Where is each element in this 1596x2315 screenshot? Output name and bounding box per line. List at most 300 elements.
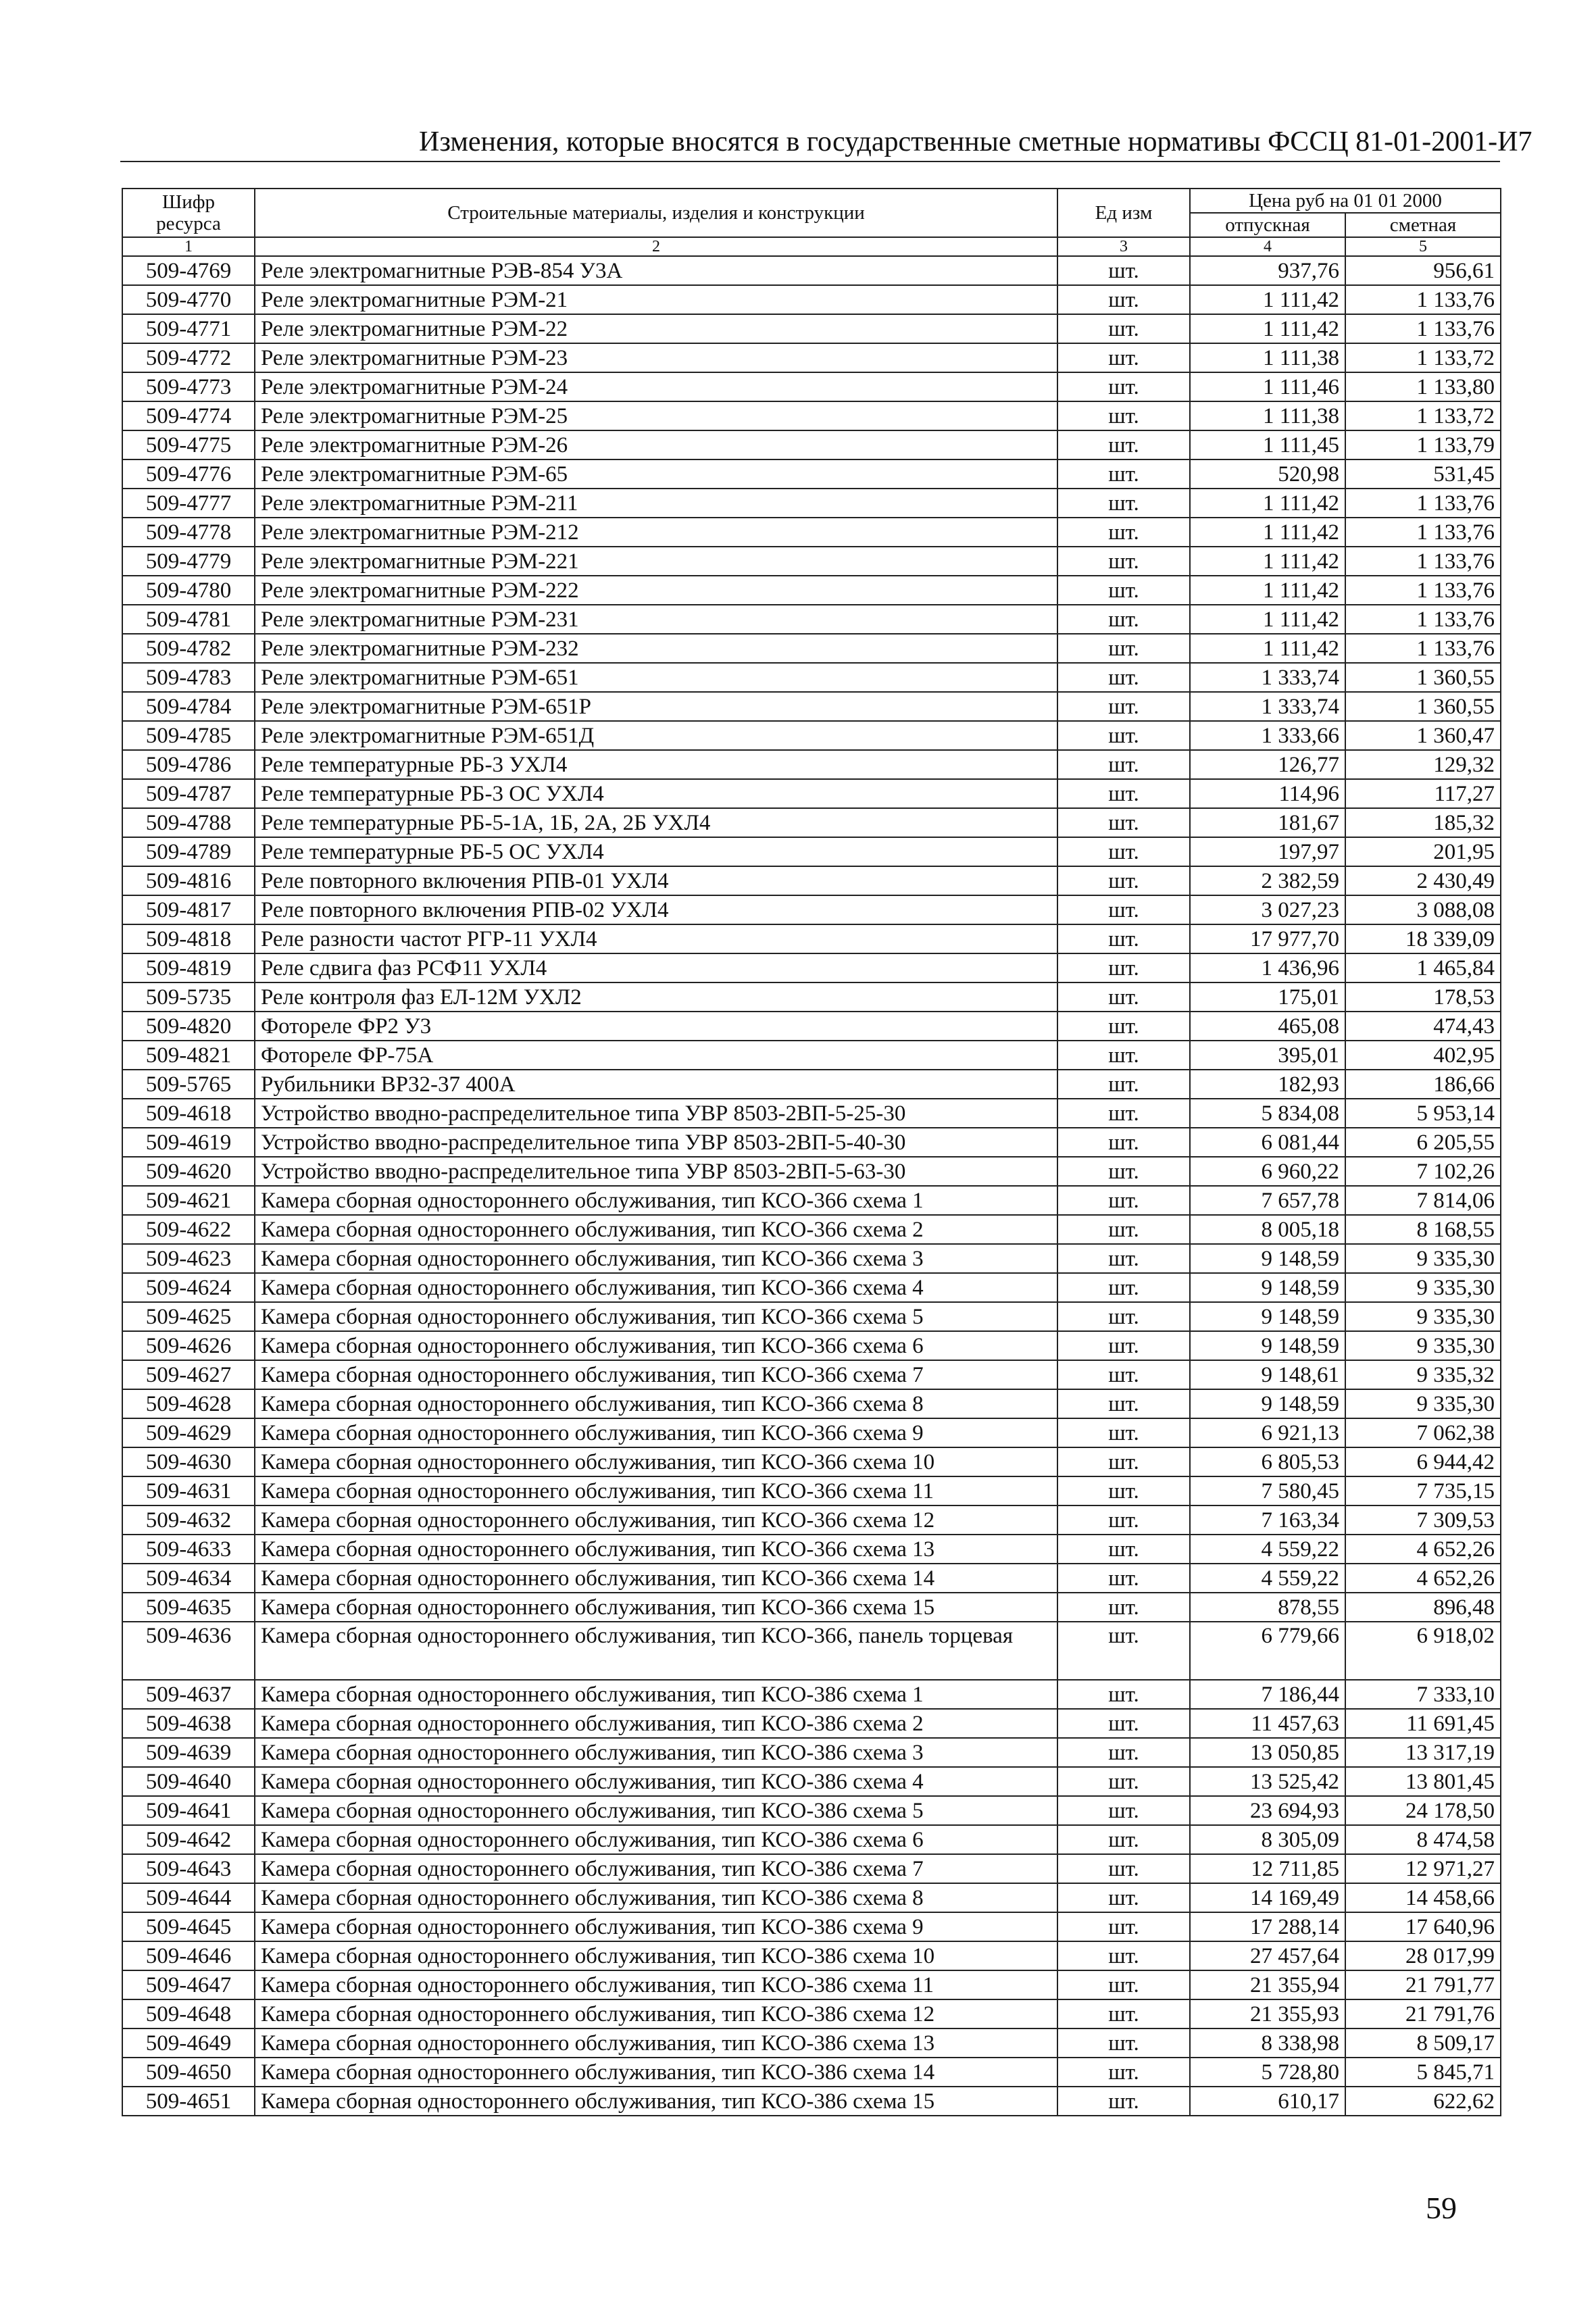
estimate-price-cell: 1 133,76 <box>1345 489 1501 518</box>
resource-code-cell: 509-4781 <box>122 605 255 634</box>
material-name-cell: Камера сборная одностороннего обслуживания, тип КСО-366 схема 15 <box>255 1593 1057 1622</box>
estimate-price-cell: 9 335,30 <box>1345 1244 1501 1273</box>
unit-cell: шт. <box>1057 1041 1190 1070</box>
resource-code-cell: 509-4786 <box>122 750 255 779</box>
release-price-cell: 8 005,18 <box>1190 1215 1345 1244</box>
release-price-cell: 520,98 <box>1190 459 1345 489</box>
header-estimate-price: сметная <box>1345 213 1501 237</box>
material-name-cell: Реле сдвига фаз РСФ11 УХЛ4 <box>255 953 1057 982</box>
unit-cell: шт. <box>1057 314 1190 343</box>
resource-code-cell: 509-4818 <box>122 924 255 953</box>
resource-code-cell: 509-4651 <box>122 2087 255 2116</box>
material-name-cell: Камера сборная одностороннего обслуживания, тип КСО-386 схема 9 <box>255 1912 1057 1941</box>
release-price-cell: 1 111,38 <box>1190 343 1345 372</box>
table-row <box>122 1186 1501 1215</box>
unit-cell: шт. <box>1057 1331 1190 1360</box>
material-name-cell: Камера сборная одностороннего обслуживания, тип КСО-386 схема 1 <box>255 1680 1057 1709</box>
resource-code-cell: 509-4643 <box>122 1854 255 1883</box>
release-price-cell: 465,08 <box>1190 1012 1345 1041</box>
estimate-price-cell: 2 430,49 <box>1345 866 1501 895</box>
table-row <box>122 866 1501 895</box>
material-name-cell: Реле электромагнитные РЭМ-26 <box>255 430 1057 459</box>
release-price-cell: 1 111,42 <box>1190 314 1345 343</box>
material-name-cell: Камера сборная одностороннего обслуживания, тип КСО-386 схема 15 <box>255 2087 1057 2116</box>
release-price-cell: 7 163,34 <box>1190 1505 1345 1535</box>
material-name-cell: Реле электромагнитные РЭМ-22 <box>255 314 1057 343</box>
estimate-price-cell: 1 133,76 <box>1345 605 1501 634</box>
estimate-price-cell: 4 652,26 <box>1345 1535 1501 1564</box>
resource-code-cell: 509-4819 <box>122 953 255 982</box>
resource-code-cell: 509-4641 <box>122 1796 255 1825</box>
estimate-price-cell: 129,32 <box>1345 750 1501 779</box>
release-price-cell: 23 694,93 <box>1190 1796 1345 1825</box>
header-unit: Ед изм <box>1057 189 1190 237</box>
unit-cell: шт. <box>1057 1099 1190 1128</box>
table-row <box>122 489 1501 518</box>
material-name-cell: Камера сборная одностороннего обслуживания, тип КСО-386 схема 11 <box>255 1970 1057 1999</box>
estimate-price-cell: 186,66 <box>1345 1070 1501 1099</box>
resource-code-cell: 509-4787 <box>122 779 255 808</box>
resource-code-cell: 509-4644 <box>122 1883 255 1912</box>
estimate-price-cell: 185,32 <box>1345 808 1501 837</box>
table-row <box>122 663 1501 692</box>
material-name-cell: Камера сборная одностороннего обслуживания, тип КСО-386 схема 5 <box>255 1796 1057 1825</box>
release-price-cell: 1 111,42 <box>1190 576 1345 605</box>
table-row <box>122 1738 1501 1767</box>
unit-cell: шт. <box>1057 1796 1190 1825</box>
unit-cell: шт. <box>1057 1564 1190 1593</box>
release-price-cell: 9 148,59 <box>1190 1331 1345 1360</box>
resource-code-cell: 509-4634 <box>122 1564 255 1593</box>
unit-cell: шт. <box>1057 285 1190 314</box>
material-name-cell: Камера сборная одностороннего обслуживания, тип КСО-386 схема 8 <box>255 1883 1057 1912</box>
unit-cell: шт. <box>1057 576 1190 605</box>
resource-code-cell: 509-4646 <box>122 1941 255 1970</box>
material-name-cell: Камера сборная одностороннего обслуживания, тип КСО-366 схема 2 <box>255 1215 1057 1244</box>
estimate-price-cell: 21 791,77 <box>1345 1970 1501 1999</box>
table-row <box>122 1302 1501 1331</box>
release-price-cell: 7 580,45 <box>1190 1476 1345 1505</box>
material-name-cell: Камера сборная одностороннего обслуживания, тип КСО-366 схема 6 <box>255 1331 1057 1360</box>
release-price-cell: 11 457,63 <box>1190 1709 1345 1738</box>
material-name-cell: Камера сборная одностороннего обслуживания, тип КСО-366 схема 12 <box>255 1505 1057 1535</box>
material-name-cell: Реле электромагнитные РЭМ-222 <box>255 576 1057 605</box>
unit-cell: шт. <box>1057 1128 1190 1157</box>
material-name-cell: Камера сборная одностороннего обслуживания, тип КСО-386 схема 14 <box>255 2058 1057 2087</box>
estimate-price-cell: 8 168,55 <box>1345 1215 1501 1244</box>
resource-code-cell: 509-4774 <box>122 401 255 430</box>
release-price-cell: 1 111,42 <box>1190 605 1345 634</box>
material-name-cell: Фотореле ФР2 У3 <box>255 1012 1057 1041</box>
estimate-price-cell: 1 360,55 <box>1345 692 1501 721</box>
unit-cell: шт. <box>1057 1215 1190 1244</box>
unit-cell: шт. <box>1057 2087 1190 2116</box>
material-name-cell: Реле температурные РБ-5 ОС УХЛ4 <box>255 837 1057 866</box>
release-price-cell: 17 288,14 <box>1190 1912 1345 1941</box>
table-row <box>122 721 1501 750</box>
resource-code-cell: 509-4772 <box>122 343 255 372</box>
table-row <box>122 895 1501 924</box>
unit-cell: шт. <box>1057 663 1190 692</box>
resource-code-cell: 509-4782 <box>122 634 255 663</box>
resource-code-cell: 509-4821 <box>122 1041 255 1070</box>
release-price-cell: 9 148,59 <box>1190 1302 1345 1331</box>
unit-cell: шт. <box>1057 547 1190 576</box>
unit-cell: шт. <box>1057 837 1190 866</box>
release-price-cell: 4 559,22 <box>1190 1564 1345 1593</box>
resource-code-cell: 509-4650 <box>122 2058 255 2087</box>
material-name-cell: Реле электромагнитные РЭМ-21 <box>255 285 1057 314</box>
header-code: Шифр ресурса <box>122 189 255 237</box>
table-row <box>122 605 1501 634</box>
unit-cell: шт. <box>1057 372 1190 401</box>
unit-cell: шт. <box>1057 1012 1190 1041</box>
estimate-price-cell: 6 205,55 <box>1345 1128 1501 1157</box>
resource-code-cell: 509-4635 <box>122 1593 255 1622</box>
estimate-price-cell: 1 133,76 <box>1345 576 1501 605</box>
estimate-price-cell: 6 944,42 <box>1345 1447 1501 1476</box>
material-name-cell: Камера сборная одностороннего обслуживания, тип КСО-366 схема 13 <box>255 1535 1057 1564</box>
resource-code-cell: 509-4820 <box>122 1012 255 1041</box>
estimate-price-cell: 1 360,55 <box>1345 663 1501 692</box>
release-price-cell: 126,77 <box>1190 750 1345 779</box>
material-name-cell: Камера сборная одностороннего обслуживания, тип КСО-386 схема 10 <box>255 1941 1057 1970</box>
unit-cell: шт. <box>1057 489 1190 518</box>
estimate-price-cell: 117,27 <box>1345 779 1501 808</box>
estimate-price-cell: 1 133,79 <box>1345 430 1501 459</box>
material-name-cell: Камера сборная одностороннего обслуживания, тип КСО-386 схема 13 <box>255 2028 1057 2058</box>
unit-cell: шт. <box>1057 518 1190 547</box>
estimate-price-cell: 8 474,58 <box>1345 1825 1501 1854</box>
material-name-cell: Камера сборная одностороннего обслуживания, тип КСО-366 схема 1 <box>255 1186 1057 1215</box>
release-price-cell: 878,55 <box>1190 1593 1345 1622</box>
estimate-price-cell: 13 801,45 <box>1345 1767 1501 1796</box>
unit-cell: шт. <box>1057 1244 1190 1273</box>
table-row <box>122 692 1501 721</box>
material-name-cell: Камера сборная одностороннего обслуживания, тип КСО-386 схема 4 <box>255 1767 1057 1796</box>
estimate-price-cell: 9 335,30 <box>1345 1302 1501 1331</box>
table-row <box>122 634 1501 663</box>
estimate-price-cell: 1 133,72 <box>1345 343 1501 372</box>
estimate-price-cell: 531,45 <box>1345 459 1501 489</box>
header-name: Строительные материалы, изделия и конструкции <box>255 189 1057 237</box>
release-price-cell: 1 111,46 <box>1190 372 1345 401</box>
release-price-cell: 1 333,66 <box>1190 721 1345 750</box>
table-row <box>122 256 1501 285</box>
unit-cell: шт. <box>1057 1418 1190 1447</box>
release-price-cell: 395,01 <box>1190 1041 1345 1070</box>
release-price-cell: 7 186,44 <box>1190 1680 1345 1709</box>
estimate-price-cell: 1 133,76 <box>1345 634 1501 663</box>
resource-code-cell: 509-4626 <box>122 1331 255 1360</box>
unit-cell: шт. <box>1057 692 1190 721</box>
material-name-cell: Камера сборная одностороннего обслуживания, тип КСО-386 схема 7 <box>255 1854 1057 1883</box>
material-name-cell: Камера сборная одностороннего обслуживания, тип КСО-366 схема 7 <box>255 1360 1057 1389</box>
release-price-cell: 1 111,42 <box>1190 285 1345 314</box>
resource-code-cell: 509-5735 <box>122 982 255 1012</box>
table-row <box>122 547 1501 576</box>
header-release-price: отпускная <box>1190 213 1345 237</box>
resource-code-cell: 509-4633 <box>122 1535 255 1564</box>
release-price-cell: 6 921,13 <box>1190 1418 1345 1447</box>
release-price-cell: 6 081,44 <box>1190 1128 1345 1157</box>
material-name-cell: Реле электромагнитные РЭМ-651Д <box>255 721 1057 750</box>
resource-code-cell: 509-4788 <box>122 808 255 837</box>
estimate-price-cell: 9 335,32 <box>1345 1360 1501 1389</box>
table-row <box>122 1331 1501 1360</box>
unit-cell: шт. <box>1057 1709 1190 1738</box>
resource-code-cell: 509-4623 <box>122 1244 255 1273</box>
estimate-price-cell: 5 845,71 <box>1345 2058 1501 2087</box>
resource-code-cell: 509-4773 <box>122 372 255 401</box>
estimate-price-cell: 4 652,26 <box>1345 1564 1501 1593</box>
resource-code-cell: 509-5765 <box>122 1070 255 1099</box>
table-row <box>122 1970 1501 1999</box>
estimate-price-cell: 1 133,76 <box>1345 547 1501 576</box>
estimate-price-cell: 21 791,76 <box>1345 1999 1501 2028</box>
unit-cell: шт. <box>1057 1767 1190 1796</box>
estimate-price-cell: 12 971,27 <box>1345 1854 1501 1883</box>
resource-code-cell: 509-4785 <box>122 721 255 750</box>
resource-code-cell: 509-4642 <box>122 1825 255 1854</box>
material-name-cell: Реле электромагнитные РЭМ-221 <box>255 547 1057 576</box>
table-row <box>122 1273 1501 1302</box>
table-row <box>122 808 1501 837</box>
table-row <box>122 1622 1501 1680</box>
table-row <box>122 459 1501 489</box>
estimate-price-cell: 7 309,53 <box>1345 1505 1501 1535</box>
resource-code-cell: 509-4639 <box>122 1738 255 1767</box>
unit-cell: шт. <box>1057 1593 1190 1622</box>
table-row <box>122 576 1501 605</box>
release-price-cell: 1 436,96 <box>1190 953 1345 982</box>
release-price-cell: 1 111,38 <box>1190 401 1345 430</box>
estimate-price-cell: 1 133,76 <box>1345 314 1501 343</box>
resource-code-cell: 509-4780 <box>122 576 255 605</box>
unit-cell: шт. <box>1057 1505 1190 1535</box>
unit-cell: шт. <box>1057 1970 1190 1999</box>
release-price-cell: 13 050,85 <box>1190 1738 1345 1767</box>
table-row <box>122 779 1501 808</box>
unit-cell: шт. <box>1057 2028 1190 2058</box>
release-price-cell: 6 805,53 <box>1190 1447 1345 1476</box>
estimate-price-cell: 3 088,08 <box>1345 895 1501 924</box>
estimate-price-cell: 7 735,15 <box>1345 1476 1501 1505</box>
table-row <box>122 343 1501 372</box>
table-row <box>122 2028 1501 2058</box>
unit-cell: шт. <box>1057 1273 1190 1302</box>
estimate-price-cell: 7 814,06 <box>1345 1186 1501 1215</box>
table-row <box>122 1389 1501 1418</box>
material-name-cell: Устройство вводно-распределительное типа УВР 8503-2ВП-5-40-30 <box>255 1128 1057 1157</box>
release-price-cell: 6 779,66 <box>1190 1622 1345 1680</box>
resource-code-cell: 509-4638 <box>122 1709 255 1738</box>
material-name-cell: Камера сборная одностороннего обслуживания, тип КСО-386 схема 2 <box>255 1709 1057 1738</box>
column-number: 3 <box>1057 237 1190 256</box>
resource-code-cell: 509-4624 <box>122 1273 255 1302</box>
release-price-cell: 937,76 <box>1190 256 1345 285</box>
unit-cell: шт. <box>1057 430 1190 459</box>
resource-code-cell: 509-4775 <box>122 430 255 459</box>
material-name-cell: Камера сборная одностороннего обслуживания, тип КСО-366 схема 14 <box>255 1564 1057 1593</box>
release-price-cell: 175,01 <box>1190 982 1345 1012</box>
table-row <box>122 1476 1501 1505</box>
unit-cell: шт. <box>1057 1447 1190 1476</box>
unit-cell: шт. <box>1057 1883 1190 1912</box>
table-row <box>122 314 1501 343</box>
resource-code-cell: 509-4630 <box>122 1447 255 1476</box>
table-row <box>122 430 1501 459</box>
unit-cell: шт. <box>1057 924 1190 953</box>
material-name-cell: Камера сборная одностороннего обслуживания, тип КСО-386 схема 12 <box>255 1999 1057 2028</box>
table-row <box>122 1447 1501 1476</box>
unit-cell: шт. <box>1057 1738 1190 1767</box>
estimate-price-cell: 9 335,30 <box>1345 1273 1501 1302</box>
unit-cell: шт. <box>1057 721 1190 750</box>
material-name-cell: Камера сборная одностороннего обслуживания, тип КСО-366 схема 4 <box>255 1273 1057 1302</box>
release-price-cell: 1 111,42 <box>1190 547 1345 576</box>
table-row <box>122 1505 1501 1535</box>
table-row <box>122 1941 1501 1970</box>
unit-cell: шт. <box>1057 1999 1190 2028</box>
unit-cell: шт. <box>1057 895 1190 924</box>
resource-code-cell: 509-4649 <box>122 2028 255 2058</box>
resource-code-cell: 509-4645 <box>122 1912 255 1941</box>
estimate-price-cell: 11 691,45 <box>1345 1709 1501 1738</box>
release-price-cell: 9 148,61 <box>1190 1360 1345 1389</box>
release-price-cell: 6 960,22 <box>1190 1157 1345 1186</box>
resource-code-cell: 509-4628 <box>122 1389 255 1418</box>
release-price-cell: 8 338,98 <box>1190 2028 1345 2058</box>
estimate-price-cell: 402,95 <box>1345 1041 1501 1070</box>
unit-cell: шт. <box>1057 1854 1190 1883</box>
estimate-price-cell: 1 360,47 <box>1345 721 1501 750</box>
material-name-cell: Камера сборная одностороннего обслуживания, тип КСО-366 схема 11 <box>255 1476 1057 1505</box>
unit-cell: шт. <box>1057 401 1190 430</box>
table-row <box>122 953 1501 982</box>
estimate-price-cell: 1 465,84 <box>1345 953 1501 982</box>
release-price-cell: 21 355,94 <box>1190 1970 1345 1999</box>
release-price-cell: 1 333,74 <box>1190 663 1345 692</box>
unit-cell: шт. <box>1057 605 1190 634</box>
release-price-cell: 2 382,59 <box>1190 866 1345 895</box>
release-price-cell: 1 111,42 <box>1190 518 1345 547</box>
material-name-cell: Реле повторного включения РПВ-01 УХЛ4 <box>255 866 1057 895</box>
unit-cell: шт. <box>1057 1360 1190 1389</box>
release-price-cell: 1 111,45 <box>1190 430 1345 459</box>
table-row <box>122 1854 1501 1883</box>
unit-cell: шт. <box>1057 1941 1190 1970</box>
material-name-cell: Реле электромагнитные РЭМ-232 <box>255 634 1057 663</box>
column-number: 4 <box>1190 237 1345 256</box>
table-row <box>122 1157 1501 1186</box>
estimate-price-cell: 6 918,02 <box>1345 1622 1501 1680</box>
resource-code-cell: 509-4779 <box>122 547 255 576</box>
table-body <box>122 256 1501 2116</box>
resource-code-cell: 509-4636 <box>122 1622 255 1680</box>
estimate-price-cell: 896,48 <box>1345 1593 1501 1622</box>
page-header-title: Изменения, которые вносятся в государственные сметные нормативы ФССЦ 81-01-2001-И7 <box>419 126 1532 157</box>
material-name-cell: Реле температурные РБ-3 ОС УХЛ4 <box>255 779 1057 808</box>
estimate-price-cell: 5 953,14 <box>1345 1099 1501 1128</box>
unit-cell: шт. <box>1057 1912 1190 1941</box>
material-name-cell: Устройство вводно-распределительное типа УВР 8503-2ВП-5-63-30 <box>255 1157 1057 1186</box>
material-name-cell: Реле электромагнитные РЭМ-24 <box>255 372 1057 401</box>
release-price-cell: 27 457,64 <box>1190 1941 1345 1970</box>
estimate-price-cell: 7 102,26 <box>1345 1157 1501 1186</box>
estimate-price-cell: 1 133,76 <box>1345 285 1501 314</box>
page-number: 59 <box>1426 2191 1457 2225</box>
release-price-cell: 181,67 <box>1190 808 1345 837</box>
release-price-cell: 21 355,93 <box>1190 1999 1345 2028</box>
material-name-cell: Реле электромагнитные РЭМ-651 <box>255 663 1057 692</box>
resource-code-cell: 509-4771 <box>122 314 255 343</box>
release-price-cell: 9 148,59 <box>1190 1273 1345 1302</box>
table-row <box>122 1012 1501 1041</box>
resource-code-cell: 509-4789 <box>122 837 255 866</box>
estimate-price-cell: 1 133,76 <box>1345 518 1501 547</box>
unit-cell: шт. <box>1057 1622 1190 1680</box>
material-name-cell: Реле электромагнитные РЭМ-23 <box>255 343 1057 372</box>
table-row <box>122 1070 1501 1099</box>
material-name-cell: Камера сборная одностороннего обслуживания, тип КСО-366, панель торцевая <box>255 1622 1057 1680</box>
resource-code-cell: 509-4776 <box>122 459 255 489</box>
table-row <box>122 2087 1501 2116</box>
resource-code-cell: 509-4816 <box>122 866 255 895</box>
unit-cell: шт. <box>1057 808 1190 837</box>
resource-code-cell: 509-4620 <box>122 1157 255 1186</box>
release-price-cell: 14 169,49 <box>1190 1883 1345 1912</box>
release-price-cell: 197,97 <box>1190 837 1345 866</box>
table-row <box>122 1564 1501 1593</box>
material-name-cell: Реле разности частот РГР-11 УХЛ4 <box>255 924 1057 953</box>
release-price-cell: 9 148,59 <box>1190 1389 1345 1418</box>
material-name-cell: Камера сборная одностороннего обслуживания, тип КСО-366 схема 8 <box>255 1389 1057 1418</box>
table-row <box>122 518 1501 547</box>
price-table <box>122 188 1501 2116</box>
resource-code-cell: 509-4631 <box>122 1476 255 1505</box>
material-name-cell: Реле повторного включения РПВ-02 УХЛ4 <box>255 895 1057 924</box>
resource-code-cell: 509-4648 <box>122 1999 255 2028</box>
table-row <box>122 2058 1501 2087</box>
resource-code-cell: 509-4625 <box>122 1302 255 1331</box>
unit-cell: шт. <box>1057 1535 1190 1564</box>
unit-cell: шт. <box>1057 1476 1190 1505</box>
unit-cell: шт. <box>1057 779 1190 808</box>
estimate-price-cell: 1 133,72 <box>1345 401 1501 430</box>
material-name-cell: Камера сборная одностороннего обслуживания, тип КСО-386 схема 3 <box>255 1738 1057 1767</box>
material-name-cell: Реле температурные РБ-5-1А, 1Б, 2А, 2Б УХЛ4 <box>255 808 1057 837</box>
release-price-cell: 1 111,42 <box>1190 634 1345 663</box>
unit-cell: шт. <box>1057 2058 1190 2087</box>
material-name-cell: Камера сборная одностороннего обслуживания, тип КСО-386 схема 6 <box>255 1825 1057 1854</box>
resource-code-cell: 509-4622 <box>122 1215 255 1244</box>
estimate-price-cell: 17 640,96 <box>1345 1912 1501 1941</box>
table-row <box>122 1535 1501 1564</box>
estimate-price-cell: 178,53 <box>1345 982 1501 1012</box>
resource-code-cell: 509-4770 <box>122 285 255 314</box>
unit-cell: шт. <box>1057 1825 1190 1854</box>
unit-cell: шт. <box>1057 1186 1190 1215</box>
resource-code-cell: 509-4783 <box>122 663 255 692</box>
header-rule <box>120 161 1500 162</box>
resource-code-cell: 509-4778 <box>122 518 255 547</box>
release-price-cell: 3 027,23 <box>1190 895 1345 924</box>
release-price-cell: 5 728,80 <box>1190 2058 1345 2087</box>
table-row <box>122 1099 1501 1128</box>
resource-code-cell: 509-4629 <box>122 1418 255 1447</box>
table-row <box>122 1796 1501 1825</box>
